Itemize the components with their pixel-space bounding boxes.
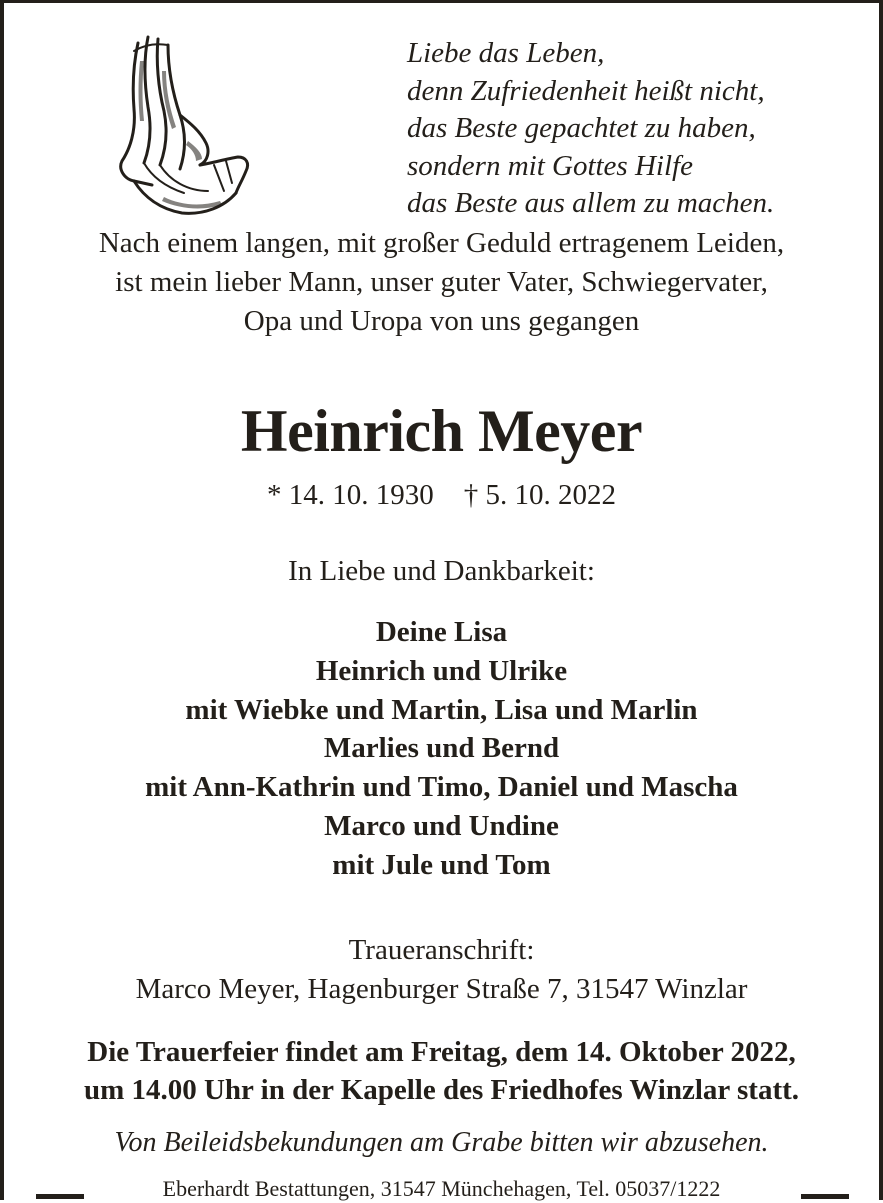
thanks-heading: In Liebe und Dankbarkeit: (288, 555, 595, 587)
family-line: Heinrich und Ulrike (315, 654, 568, 687)
intro-line: ist mein lieber Mann, unser guter Vater, Schwiegervater, (115, 266, 768, 298)
family-line: mit Jule und Tom (332, 848, 551, 881)
praying-hands-icon (104, 31, 254, 216)
funeral-home-credit: Eberhardt Bestattungen, 31547 Münchehagen, Tel. 05037/1222 (162, 1176, 721, 1201)
poem-line: denn Zufriedenheit heißt nicht, (407, 74, 765, 107)
family-line: mit Wiebke und Martin, Lisa und Marlin (185, 693, 698, 726)
ceremony-line: um 14.00 Uhr in der Kapelle des Friedhofes Winzlar statt. (83, 1074, 800, 1106)
address-label: Traueranschrift: (348, 934, 535, 966)
mourning-address: Marco Meyer, Hagenburger Straße 7, 31547 Winzlar (135, 973, 748, 1005)
poem-line: Liebe das Leben, (407, 37, 605, 69)
condolence-note: Von Beileidsbekundungen am Grabe bitten wir abzusehen. (114, 1127, 769, 1158)
family-list (4, 613, 879, 885)
intro-line: Nach einem langen, mit großer Geduld ertragenem Leiden, (98, 227, 785, 259)
family-line: Marlies und Bernd (323, 732, 560, 765)
poem-line: sondern mit Gottes Hilfe (407, 149, 693, 182)
family-line: Deine Lisa (375, 616, 508, 648)
family-line: Marco und Undine (324, 809, 559, 842)
death-date: † 5. 10. 2022 (463, 479, 616, 511)
poem-line: das Beste gepachtet zu haben, (407, 112, 756, 144)
footer-rule-right (801, 1194, 849, 1199)
birth-date: * 14. 10. 1930 (267, 479, 434, 511)
intro-text (4, 224, 879, 341)
family-line: mit Ann-Kathrin und Timo, Daniel und Mascha (145, 771, 738, 804)
footer (4, 1175, 879, 1203)
life-dates (4, 477, 879, 513)
poem-line: das Beste aus allem zu machen. (407, 187, 775, 219)
deceased-name: Heinrich Meyer (240, 398, 643, 464)
ceremony-info (4, 1033, 879, 1109)
intro-line: Opa und Uropa von uns gegangen (243, 305, 640, 337)
ceremony-line: Die Trauerfeier findet am Freitag, dem 14. Oktober 2022, (87, 1036, 796, 1068)
poem (407, 35, 867, 223)
